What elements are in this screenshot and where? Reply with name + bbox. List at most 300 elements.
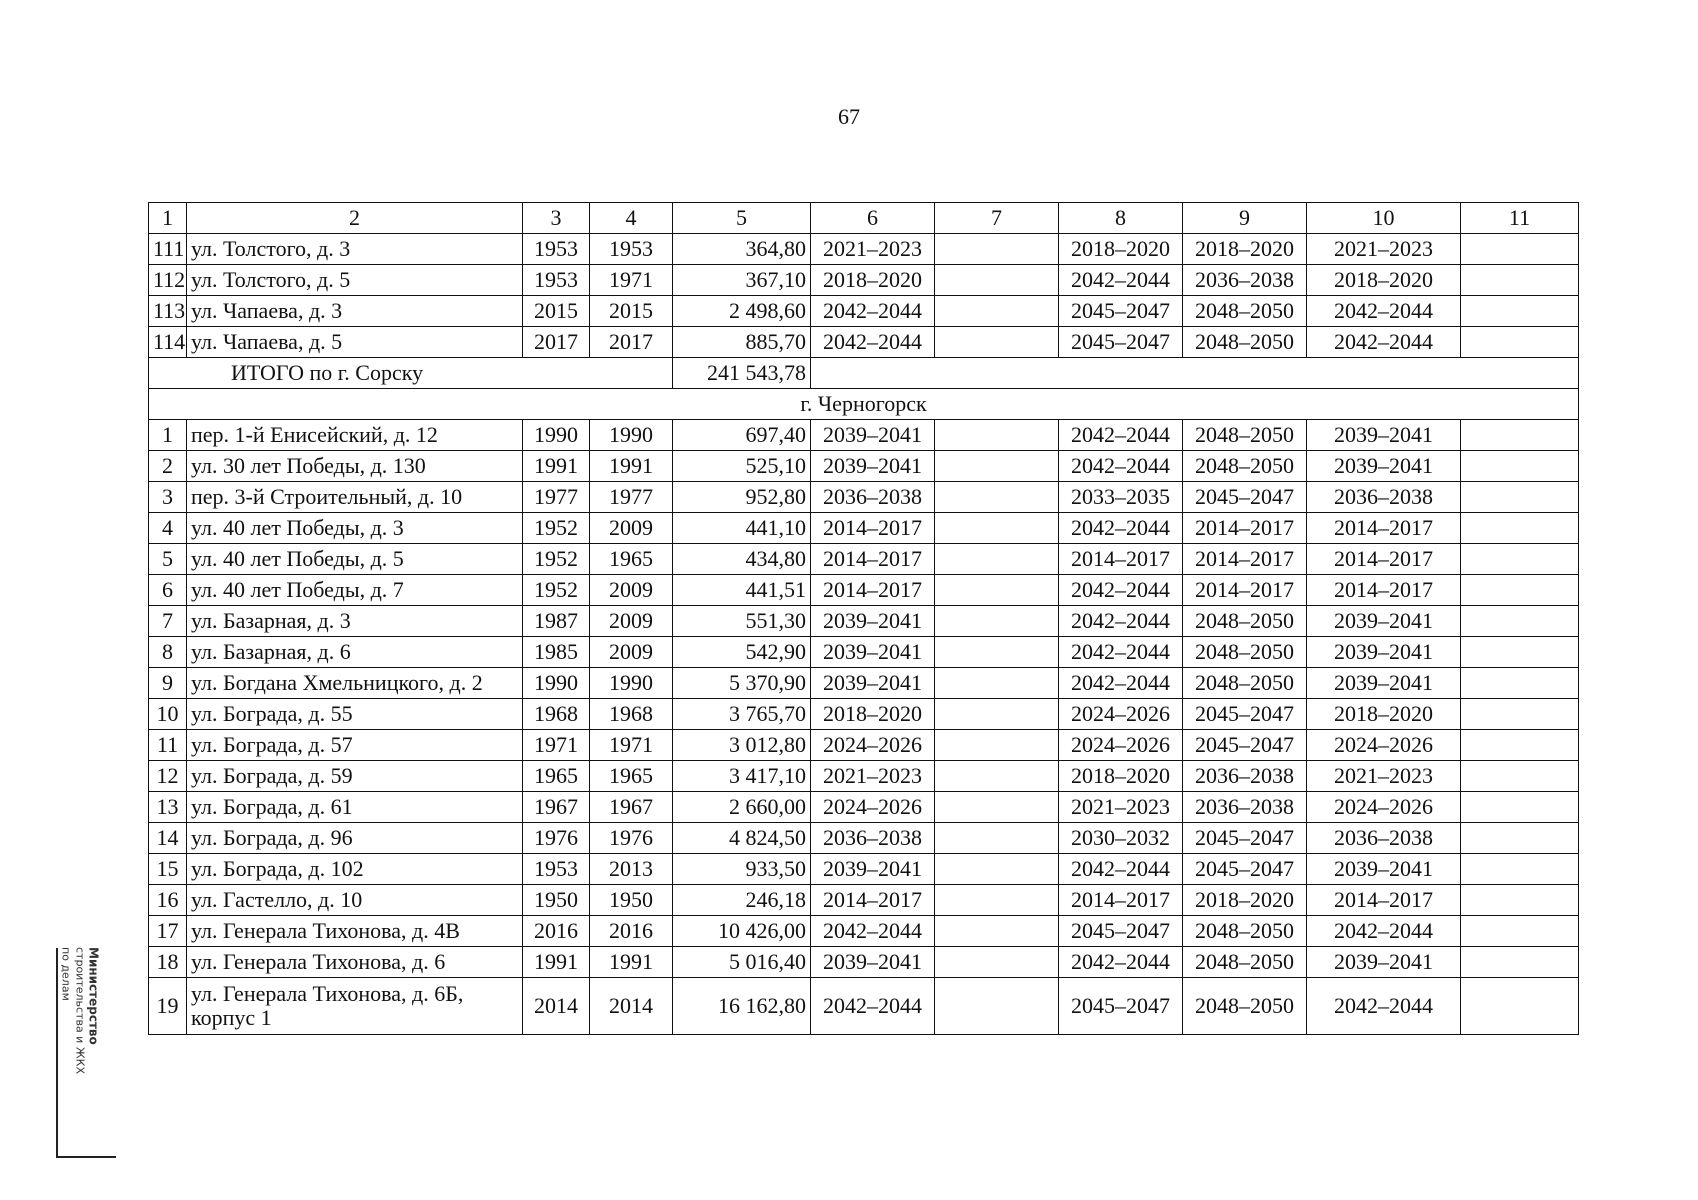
empty-cell — [935, 451, 1059, 482]
area-cell: 367,10 — [673, 265, 811, 296]
period-cell: 2039–2041 — [811, 668, 935, 699]
empty-cell — [1461, 978, 1579, 1035]
total-label: ИТОГО по г. Сорску — [149, 358, 673, 389]
table-row — [149, 978, 1579, 1035]
city-header-row — [149, 389, 1579, 420]
header-cell: 8 — [1059, 203, 1183, 234]
period-cell: 2030–2032 — [1059, 823, 1183, 854]
period-cell: 2018–2020 — [811, 699, 935, 730]
header-cell: 11 — [1461, 203, 1579, 234]
year-cell: 1968 — [523, 699, 590, 730]
address-cell: ул. Чапаева, д. 3 — [187, 296, 523, 327]
stamp-line: строительства и ЖКХ — [72, 947, 86, 1075]
period-cell: 2014–2017 — [811, 513, 935, 544]
area-cell: 4 824,50 — [673, 823, 811, 854]
period-cell: 2042–2044 — [811, 978, 935, 1035]
period-cell: 2045–2047 — [1183, 730, 1307, 761]
year-cell: 1971 — [523, 730, 590, 761]
period-cell: 2036–2038 — [1183, 761, 1307, 792]
period-cell: 2048–2050 — [1183, 296, 1307, 327]
period-cell: 2045–2047 — [1183, 823, 1307, 854]
period-cell: 2024–2026 — [811, 730, 935, 761]
period-cell: 2018–2020 — [1059, 761, 1183, 792]
row-number-cell: 15 — [149, 854, 187, 885]
period-cell: 2024–2026 — [1307, 730, 1461, 761]
row-number-cell: 4 — [149, 513, 187, 544]
period-cell: 2039–2041 — [811, 420, 935, 451]
row-number-cell: 111 — [149, 234, 187, 265]
period-cell: 2021–2023 — [811, 761, 935, 792]
year-cell: 2014 — [590, 978, 673, 1035]
address-cell: ул. Генерала Тихонова, д. 6 — [187, 947, 523, 978]
year-cell: 1965 — [523, 761, 590, 792]
table-row — [149, 451, 1579, 482]
period-cell: 2048–2050 — [1183, 637, 1307, 668]
period-cell: 2045–2047 — [1183, 482, 1307, 513]
address-cell: ул. Богдана Хмельницкого, д. 2 — [187, 668, 523, 699]
period-cell: 2042–2044 — [1059, 513, 1183, 544]
year-cell: 1985 — [523, 637, 590, 668]
area-cell: 2 498,60 — [673, 296, 811, 327]
table-row — [149, 637, 1579, 668]
row-number-cell: 6 — [149, 575, 187, 606]
period-cell: 2021–2023 — [1307, 761, 1461, 792]
table-row — [149, 575, 1579, 606]
period-cell: 2036–2038 — [1183, 265, 1307, 296]
empty-cell — [1461, 885, 1579, 916]
row-number-cell: 2 — [149, 451, 187, 482]
header-cell: 1 — [149, 203, 187, 234]
year-cell: 1977 — [590, 482, 673, 513]
period-cell: 2018–2020 — [1183, 234, 1307, 265]
table-row — [149, 823, 1579, 854]
table-row — [149, 792, 1579, 823]
year-cell: 2015 — [590, 296, 673, 327]
empty-cell — [1461, 265, 1579, 296]
period-cell: 2048–2050 — [1183, 420, 1307, 451]
period-cell: 2021–2023 — [1307, 234, 1461, 265]
row-number-cell: 8 — [149, 637, 187, 668]
period-cell: 2033–2035 — [1059, 482, 1183, 513]
period-cell: 2042–2044 — [811, 916, 935, 947]
area-cell: 246,18 — [673, 885, 811, 916]
year-cell: 1967 — [590, 792, 673, 823]
period-cell: 2048–2050 — [1183, 451, 1307, 482]
period-cell: 2036–2038 — [1307, 823, 1461, 854]
year-cell: 1977 — [523, 482, 590, 513]
period-cell: 2042–2044 — [1307, 916, 1461, 947]
header-cell: 7 — [935, 203, 1059, 234]
table-row — [149, 265, 1579, 296]
year-cell: 1991 — [523, 947, 590, 978]
empty-cell — [1461, 482, 1579, 513]
year-cell: 1952 — [523, 544, 590, 575]
year-cell: 1991 — [590, 451, 673, 482]
period-cell: 2036–2038 — [1307, 482, 1461, 513]
year-cell: 2009 — [590, 637, 673, 668]
year-cell: 2009 — [590, 606, 673, 637]
table-row — [149, 544, 1579, 575]
period-cell: 2014–2017 — [811, 544, 935, 575]
empty-cell — [1461, 947, 1579, 978]
period-cell: 2042–2044 — [1059, 637, 1183, 668]
empty-cell — [1461, 637, 1579, 668]
table-row — [149, 761, 1579, 792]
empty-cell — [1461, 327, 1579, 358]
period-cell: 2018–2020 — [1183, 885, 1307, 916]
empty-cell — [1461, 823, 1579, 854]
period-cell: 2048–2050 — [1183, 947, 1307, 978]
period-cell: 2014–2017 — [1183, 513, 1307, 544]
table-row — [149, 296, 1579, 327]
period-cell: 2018–2020 — [811, 265, 935, 296]
empty-cell — [1461, 792, 1579, 823]
empty-cell — [1461, 420, 1579, 451]
header-cell: 3 — [523, 203, 590, 234]
year-cell: 1950 — [590, 885, 673, 916]
empty-cell — [1461, 296, 1579, 327]
year-cell: 1953 — [523, 854, 590, 885]
row-number-cell: 11 — [149, 730, 187, 761]
year-cell: 2015 — [523, 296, 590, 327]
header-cell: 6 — [811, 203, 935, 234]
stamp-text — [60, 947, 101, 1157]
year-cell: 1965 — [590, 761, 673, 792]
total-row — [149, 358, 1579, 389]
area-cell: 5 370,90 — [673, 668, 811, 699]
table-body — [149, 203, 1579, 1035]
address-cell: ул. Чапаева, д. 5 — [187, 327, 523, 358]
year-cell: 1952 — [523, 513, 590, 544]
period-cell: 2039–2041 — [811, 637, 935, 668]
period-cell: 2039–2041 — [811, 854, 935, 885]
row-number-cell: 18 — [149, 947, 187, 978]
empty-cell — [935, 668, 1059, 699]
empty-cell — [935, 482, 1059, 513]
row-number-cell: 14 — [149, 823, 187, 854]
empty-cell — [1461, 730, 1579, 761]
row-number-cell: 113 — [149, 296, 187, 327]
empty-cell — [1461, 544, 1579, 575]
period-cell: 2014–2017 — [1307, 575, 1461, 606]
year-cell: 1991 — [590, 947, 673, 978]
area-cell: 3 012,80 — [673, 730, 811, 761]
address-cell: ул. Бограда, д. 61 — [187, 792, 523, 823]
total-value: 241 543,78 — [673, 358, 811, 389]
year-cell: 1990 — [523, 420, 590, 451]
empty-cell — [1461, 854, 1579, 885]
area-cell: 952,80 — [673, 482, 811, 513]
area-cell: 525,10 — [673, 451, 811, 482]
row-number-cell: 114 — [149, 327, 187, 358]
year-cell: 1953 — [523, 265, 590, 296]
period-cell: 2042–2044 — [1307, 327, 1461, 358]
period-cell: 2018–2020 — [1307, 265, 1461, 296]
period-cell: 2039–2041 — [1307, 854, 1461, 885]
table-row — [149, 947, 1579, 978]
address-cell: ул. 30 лет Победы, д. 130 — [187, 451, 523, 482]
table-row — [149, 885, 1579, 916]
period-cell: 2014–2017 — [811, 575, 935, 606]
area-cell: 434,80 — [673, 544, 811, 575]
area-cell: 697,40 — [673, 420, 811, 451]
year-cell: 1976 — [590, 823, 673, 854]
header-row — [149, 203, 1579, 234]
period-cell: 2018–2020 — [1307, 699, 1461, 730]
empty-cell — [935, 575, 1059, 606]
area-cell: 551,30 — [673, 606, 811, 637]
row-number-cell: 112 — [149, 265, 187, 296]
address-cell: ул. 40 лет Победы, д. 3 — [187, 513, 523, 544]
address-cell: ул. Базарная, д. 6 — [187, 637, 523, 668]
address-cell: ул. Генерала Тихонова, д. 6Б, корпус 1 — [187, 978, 523, 1035]
empty-cell — [935, 823, 1059, 854]
address-cell: пер. 1-й Енисейский, д. 12 — [187, 420, 523, 451]
row-number-cell: 16 — [149, 885, 187, 916]
empty-cell — [935, 513, 1059, 544]
empty-cell — [935, 947, 1059, 978]
period-cell: 2039–2041 — [1307, 606, 1461, 637]
year-cell: 2014 — [523, 978, 590, 1035]
period-cell: 2024–2026 — [1307, 792, 1461, 823]
period-cell: 2039–2041 — [1307, 420, 1461, 451]
year-cell: 1990 — [523, 668, 590, 699]
period-cell: 2042–2044 — [1059, 575, 1183, 606]
area-cell: 5 016,40 — [673, 947, 811, 978]
year-cell: 1971 — [590, 265, 673, 296]
table-row — [149, 327, 1579, 358]
period-cell: 2039–2041 — [811, 606, 935, 637]
empty-cell — [935, 544, 1059, 575]
address-cell: ул. 40 лет Победы, д. 5 — [187, 544, 523, 575]
empty-cell — [935, 420, 1059, 451]
period-cell: 2021–2023 — [811, 234, 935, 265]
period-cell: 2039–2041 — [1307, 451, 1461, 482]
empty-cell — [1461, 916, 1579, 947]
period-cell: 2042–2044 — [1059, 854, 1183, 885]
period-cell: 2014–2017 — [1307, 544, 1461, 575]
period-cell: 2042–2044 — [1059, 606, 1183, 637]
empty-cell — [935, 761, 1059, 792]
row-number-cell: 5 — [149, 544, 187, 575]
area-cell: 885,70 — [673, 327, 811, 358]
empty-cell — [1461, 761, 1579, 792]
row-number-cell: 3 — [149, 482, 187, 513]
empty-cell — [1461, 699, 1579, 730]
empty-cell — [935, 234, 1059, 265]
period-cell: 2042–2044 — [1059, 668, 1183, 699]
year-cell: 1965 — [590, 544, 673, 575]
period-cell: 2039–2041 — [811, 451, 935, 482]
period-cell: 2042–2044 — [811, 327, 935, 358]
address-cell: ул. Базарная, д. 3 — [187, 606, 523, 637]
address-cell: ул. Гастелло, д. 10 — [187, 885, 523, 916]
empty-cell — [935, 978, 1059, 1035]
table-row — [149, 234, 1579, 265]
empty-cell — [1461, 575, 1579, 606]
address-cell: ул. Бограда, д. 57 — [187, 730, 523, 761]
empty-cell — [935, 854, 1059, 885]
address-cell: ул. Бограда, д. 96 — [187, 823, 523, 854]
header-cell: 10 — [1307, 203, 1461, 234]
year-cell: 1968 — [590, 699, 673, 730]
area-cell: 542,90 — [673, 637, 811, 668]
area-cell: 441,51 — [673, 575, 811, 606]
period-cell: 2014–2017 — [1183, 575, 1307, 606]
empty-cell — [935, 792, 1059, 823]
table-row — [149, 420, 1579, 451]
period-cell: 2018–2020 — [1059, 234, 1183, 265]
year-cell: 1953 — [590, 234, 673, 265]
period-cell: 2042–2044 — [1059, 947, 1183, 978]
empty-cell — [935, 730, 1059, 761]
address-cell: ул. Толстого, д. 5 — [187, 265, 523, 296]
year-cell: 2016 — [590, 916, 673, 947]
period-cell: 2042–2044 — [1307, 296, 1461, 327]
period-cell: 2014–2017 — [1059, 885, 1183, 916]
empty-cell — [1461, 513, 1579, 544]
year-cell: 1990 — [590, 668, 673, 699]
archive-stamp — [40, 948, 120, 1158]
period-cell: 2045–2047 — [1059, 978, 1183, 1035]
period-cell: 2039–2041 — [811, 947, 935, 978]
empty-cell — [1461, 234, 1579, 265]
period-cell: 2039–2041 — [1307, 668, 1461, 699]
period-cell: 2048–2050 — [1183, 916, 1307, 947]
period-cell: 2045–2047 — [1059, 296, 1183, 327]
city-header: г. Черногорск — [149, 389, 1579, 420]
empty-cell — [935, 606, 1059, 637]
row-number-cell: 9 — [149, 668, 187, 699]
period-cell: 2045–2047 — [1183, 854, 1307, 885]
empty-cell — [935, 885, 1059, 916]
table-row — [149, 699, 1579, 730]
area-cell: 3 417,10 — [673, 761, 811, 792]
empty-cell — [935, 296, 1059, 327]
stamp-line: по делам — [59, 947, 73, 1001]
empty-cell — [935, 699, 1059, 730]
year-cell: 2009 — [590, 513, 673, 544]
period-cell: 2024–2026 — [1059, 699, 1183, 730]
period-cell: 2042–2044 — [811, 296, 935, 327]
year-cell: 1967 — [523, 792, 590, 823]
period-cell: 2036–2038 — [811, 823, 935, 854]
area-cell: 2 660,00 — [673, 792, 811, 823]
period-cell: 2048–2050 — [1183, 606, 1307, 637]
table-row — [149, 482, 1579, 513]
area-cell: 3 765,70 — [673, 699, 811, 730]
total-empty-cell — [811, 358, 1579, 389]
header-cell: 4 — [590, 203, 673, 234]
empty-cell — [935, 265, 1059, 296]
area-cell: 441,10 — [673, 513, 811, 544]
empty-cell — [1461, 606, 1579, 637]
address-cell: ул. Толстого, д. 3 — [187, 234, 523, 265]
address-cell: ул. Бограда, д. 59 — [187, 761, 523, 792]
period-cell: 2021–2023 — [1059, 792, 1183, 823]
table-row — [149, 513, 1579, 544]
period-cell: 2048–2050 — [1183, 327, 1307, 358]
address-cell: ул. Бограда, д. 102 — [187, 854, 523, 885]
year-cell: 2016 — [523, 916, 590, 947]
year-cell: 1971 — [590, 730, 673, 761]
table-row — [149, 730, 1579, 761]
header-cell: 2 — [187, 203, 523, 234]
area-cell: 933,50 — [673, 854, 811, 885]
period-cell: 2014–2017 — [1183, 544, 1307, 575]
row-number-cell: 10 — [149, 699, 187, 730]
table-row — [149, 916, 1579, 947]
area-cell: 16 162,80 — [673, 978, 811, 1035]
row-number-cell: 1 — [149, 420, 187, 451]
period-cell: 2014–2017 — [1307, 513, 1461, 544]
period-cell: 2042–2044 — [1059, 451, 1183, 482]
year-cell: 1987 — [523, 606, 590, 637]
table-row — [149, 668, 1579, 699]
period-cell: 2014–2017 — [811, 885, 935, 916]
row-number-cell: 19 — [149, 978, 187, 1035]
table-row — [149, 606, 1579, 637]
year-cell: 2009 — [590, 575, 673, 606]
address-cell: ул. Бограда, д. 55 — [187, 699, 523, 730]
period-cell: 2045–2047 — [1183, 699, 1307, 730]
area-cell: 10 426,00 — [673, 916, 811, 947]
empty-cell — [935, 327, 1059, 358]
period-cell: 2042–2044 — [1059, 420, 1183, 451]
year-cell: 2017 — [590, 327, 673, 358]
row-number-cell: 7 — [149, 606, 187, 637]
address-cell: ул. 40 лет Победы, д. 7 — [187, 575, 523, 606]
address-cell: пер. 3-й Строительный, д. 10 — [187, 482, 523, 513]
year-cell: 1991 — [523, 451, 590, 482]
row-number-cell: 12 — [149, 761, 187, 792]
empty-cell — [935, 637, 1059, 668]
address-cell: ул. Генерала Тихонова, д. 4В — [187, 916, 523, 947]
period-cell: 2036–2038 — [811, 482, 935, 513]
table-row — [149, 854, 1579, 885]
area-cell: 364,80 — [673, 234, 811, 265]
year-cell: 2013 — [590, 854, 673, 885]
period-cell: 2045–2047 — [1059, 327, 1183, 358]
year-cell: 1990 — [590, 420, 673, 451]
year-cell: 2017 — [523, 327, 590, 358]
period-cell: 2042–2044 — [1059, 265, 1183, 296]
housing-table — [148, 202, 1579, 1035]
period-cell: 2024–2026 — [1059, 730, 1183, 761]
period-cell: 2014–2017 — [1307, 885, 1461, 916]
period-cell: 2042–2044 — [1307, 978, 1461, 1035]
period-cell: 2048–2050 — [1183, 978, 1307, 1035]
page-number: 67 — [838, 104, 860, 129]
row-number-cell: 13 — [149, 792, 187, 823]
period-cell: 2024–2026 — [811, 792, 935, 823]
period-cell: 2039–2041 — [1307, 947, 1461, 978]
period-cell: 2048–2050 — [1183, 668, 1307, 699]
empty-cell — [1461, 451, 1579, 482]
header-cell: 5 — [673, 203, 811, 234]
year-cell: 1976 — [523, 823, 590, 854]
period-cell: 2014–2017 — [1059, 544, 1183, 575]
stamp-line: Министерство — [86, 947, 101, 1045]
year-cell: 1952 — [523, 575, 590, 606]
period-cell: 2036–2038 — [1183, 792, 1307, 823]
row-number-cell: 17 — [149, 916, 187, 947]
empty-cell — [1461, 668, 1579, 699]
year-cell: 1953 — [523, 234, 590, 265]
header-cell: 9 — [1183, 203, 1307, 234]
period-cell: 2045–2047 — [1059, 916, 1183, 947]
empty-cell — [935, 916, 1059, 947]
